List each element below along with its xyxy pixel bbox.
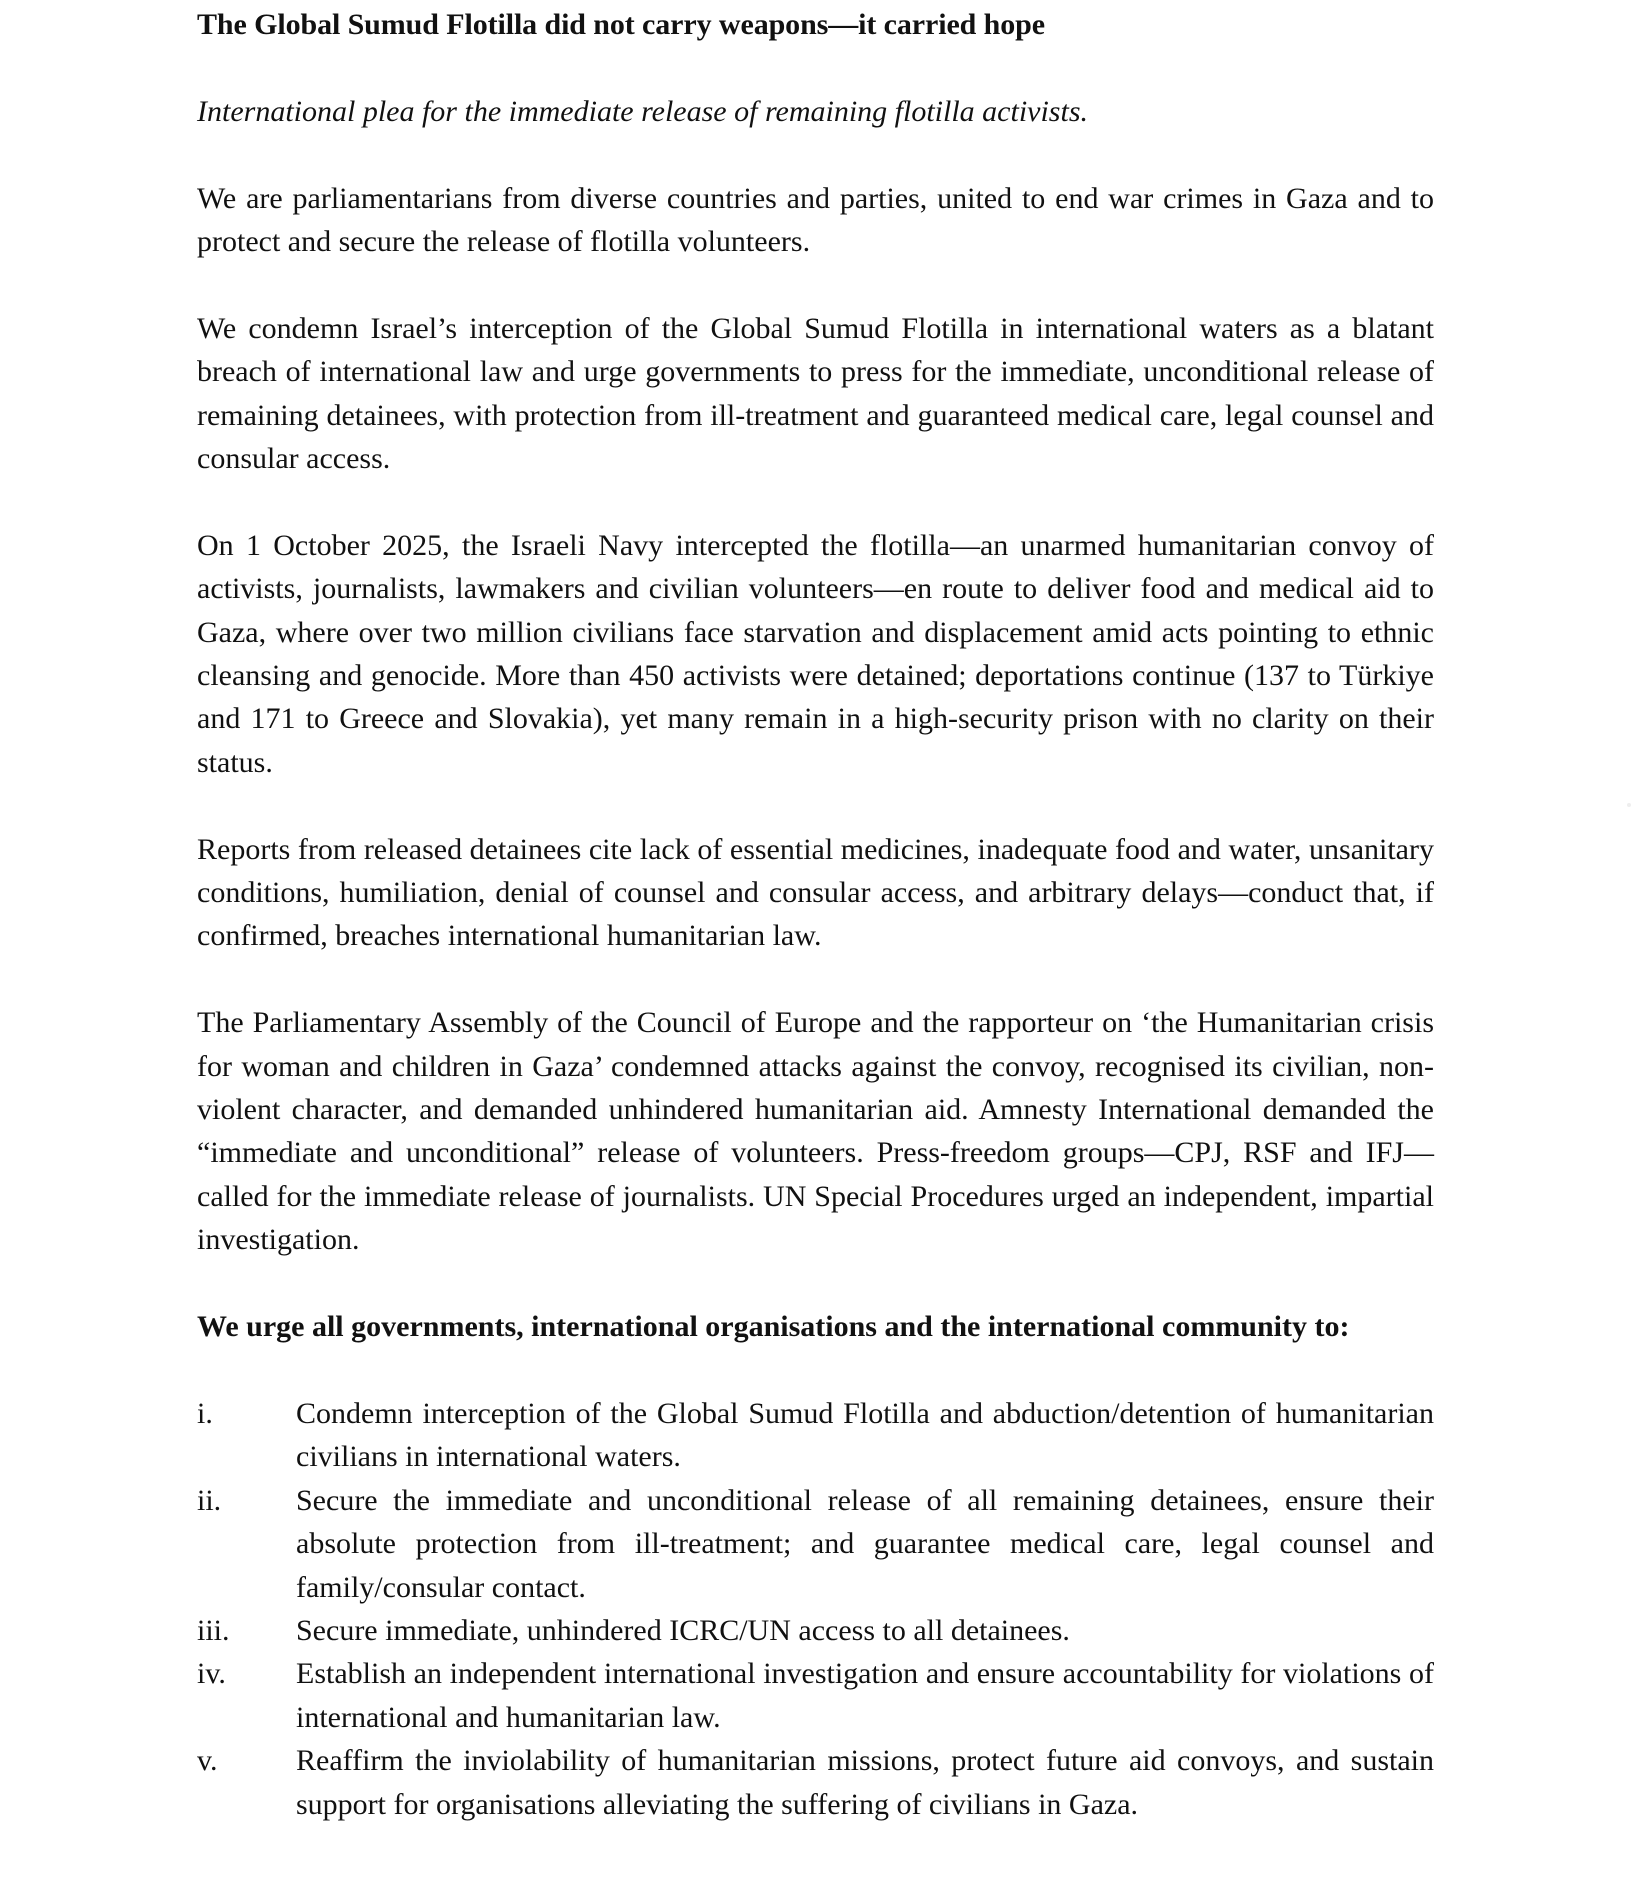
list-item-number: ii. <box>197 1483 222 1517</box>
list-item <box>197 1652 1434 1739</box>
paragraph-intro: We are parliamentarians from diverse countries and parties, united to end war crimes in Gaza and to protect and secure the release of flotilla volunteers. <box>197 181 1434 258</box>
list-item-text: Condemn interception of the Global Sumud Flotilla and abduction/detention of humanitarian civilians in international waters. <box>296 1396 1434 1474</box>
paragraph-international-responses: The Parliamentary Assembly of the Council of Europe and the rapporteur on ‘the Humanitarian crisis for woman and children in Gaza’ condemned attacks against the convoy, recognised its civilian, non-violent character, and demanded unhindered humanitarian aid. Amnesty International demanded the “immediate and unconditional” release of volunteers. Press-freedom groups—CPJ, RSF and IFJ—called for the immediate release of journalists. UN Special Procedures urged an independent, impartial investigation. <box>197 1006 1434 1257</box>
paragraph-interception-details: On 1 October 2025, the Israeli Navy intercepted the flotilla—an unarmed humanitarian convoy of activists, journalists, lawmakers and civilian volunteers—en route to deliver food and medical aid to Gaza, where over two million civilians face starvation and displacement amid acts pointing to ethnic cleansing and genocide. More than 450 activists were detained; deportations continue (137 to Türkiye and 171 to Greece and Slovakia), yet many remain in a high-security prison with no clarity on their status. <box>197 528 1434 779</box>
call-to-action-heading: We urge all governments, international organisations and the international community to: <box>197 1310 1350 1344</box>
scan-artifact <box>1627 803 1631 807</box>
list-item-text: Reaffirm the inviolability of humanitarian missions, protect future aid convoys, and sustain support for organisations alleviating the suffering of civilians in Gaza. <box>296 1744 1434 1821</box>
list-item-number: i. <box>197 1396 213 1430</box>
paragraph-condemnation: We condemn Israel’s interception of the Global Sumud Flotilla in international waters as a blatant breach of international law and urge governments to press for the immediate, unconditional release of remaining detainees, with protection from ill-treatment and guaranteed medical care, legal counsel and consular access. <box>197 311 1434 476</box>
list-item-text: Secure immediate, unhindered ICRC/UN access to all detainees. <box>296 1613 1070 1647</box>
demands-list <box>197 1392 1434 1826</box>
list-item-number: v. <box>197 1744 218 1778</box>
list-item-number: iv. <box>197 1657 226 1691</box>
list-item <box>197 1392 1434 1479</box>
list-item-text: Secure the immediate and unconditional release of all remaining detainees, ensure their absolute protection from ill-treatment; and guarantee medical care, legal counsel and family/consular contact. <box>296 1483 1434 1604</box>
list-item-text: Establish an independent international investigation and ensure accountability for violations of international and humanitarian law. <box>296 1657 1434 1734</box>
list-item <box>197 1609 1434 1652</box>
paragraph-detainee-reports: Reports from released detainees cite lack of essential medicines, inadequate food and water, unsanitary conditions, humiliation, denial of counsel and consular access, and arbitrary delays—conduct that, if confirmed, breaches international humanitarian law. <box>197 832 1434 953</box>
document-page <box>197 3 1434 1826</box>
list-item <box>197 1739 1434 1826</box>
list-item-number: iii. <box>197 1613 230 1647</box>
document-title: The Global Sumud Flotilla did not carry weapons—it carried hope <box>197 8 1045 41</box>
document-subtitle: International plea for the immediate release of remaining flotilla activists. <box>197 94 1088 128</box>
list-item <box>197 1479 1434 1609</box>
